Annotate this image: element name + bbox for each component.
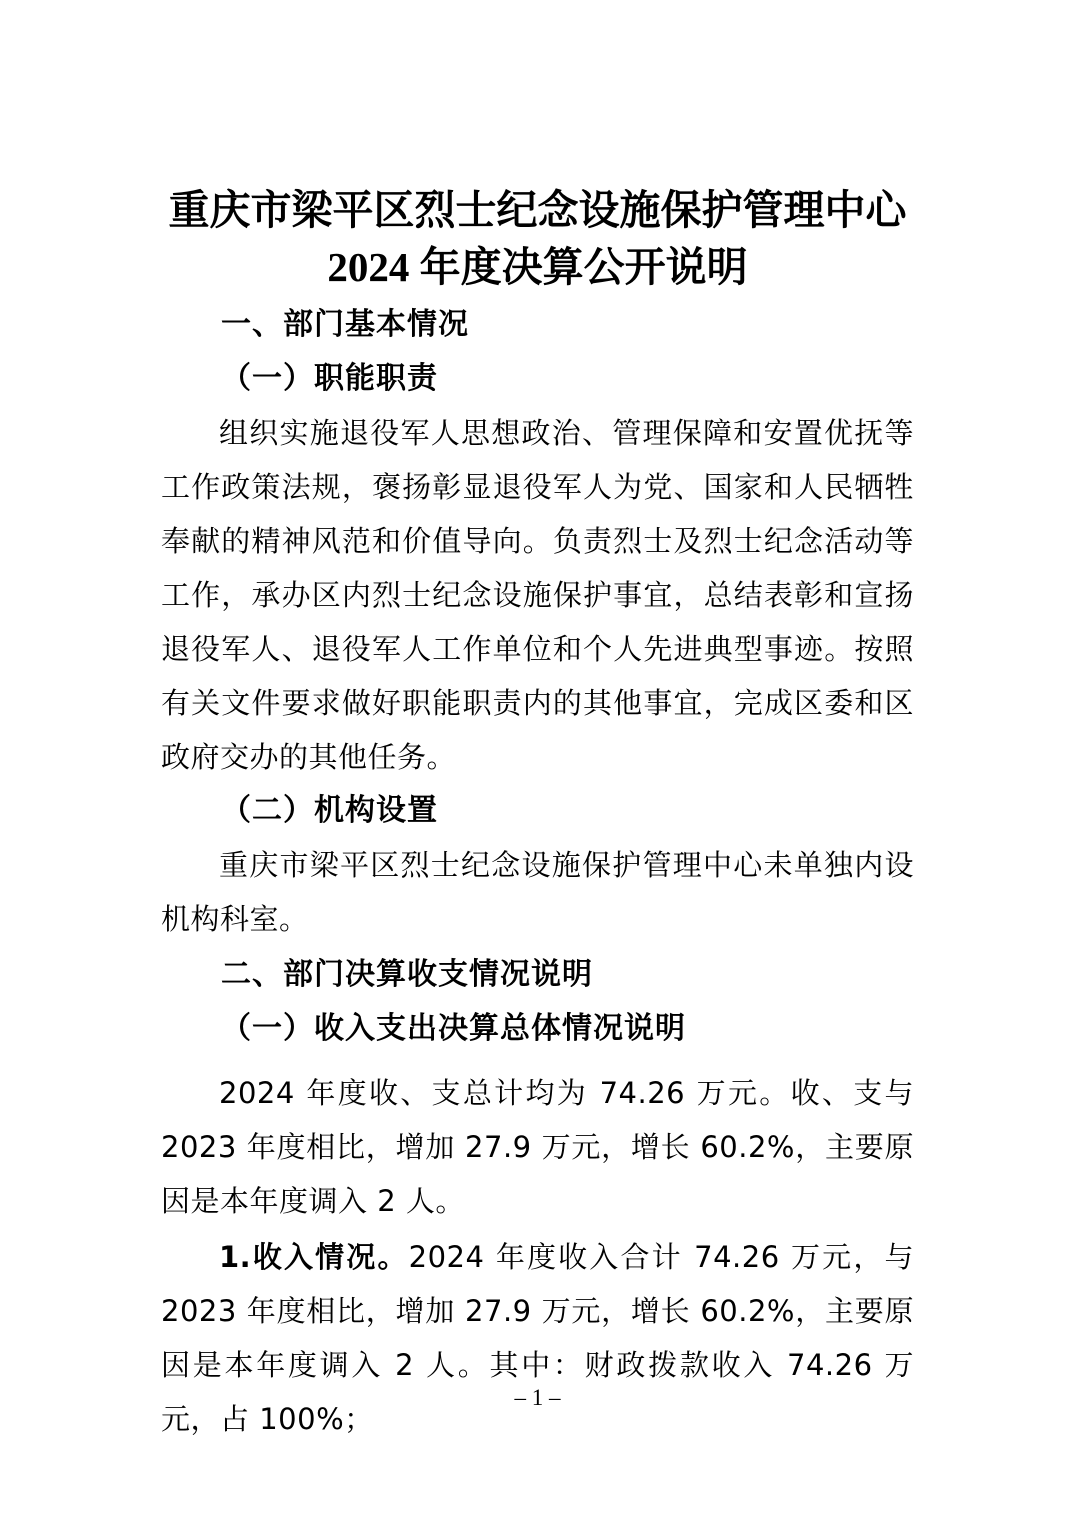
paragraph-total-income-expense: 2024 年度收、支总计均为 74.26 万元。收、支与 2023 年度相比，增加 27.9 万元，增长 60.2%，主要原因是本年度调入 2 人。 [161,1076,914,1218]
paragraph-organization: 重庆市梁平区烈士纪念设施保护管理中心未单独内设机构科室。 [161,848,914,936]
subsection-heading-organization: （二）机构设置 [221,794,438,827]
paragraph-income-rest: 2024 年度收入合计 74.26 万元，与 2023 年度相比，增加 27.9 万元，增长 60.2%，主要原因是本年度调入 2 人。其中：财政拨款收入 74.26 万元，占 100%； [161,1240,914,1436]
section-heading-budget-overview: 二、部门决算收支情况说明 [221,957,593,992]
paragraph-duties: 组织实施退役军人思想政治、管理保障和安置优抚等工作政策法规，褒扬彰显退役军人为党、国家和人民牺牲奉献的精神风范和价值导向。负责烈士及烈士纪念活动等工作，承办区内烈士纪念设施保护事宜，总结表彰和宣扬退役军人、退役军人工作单位和个人先进典型事迹。按照有关文件要求做好职能职责内的其他事宜，完成区委和区政府交办的其他任务。 [161,416,914,774]
document-title-line1: 重庆市梁平区烈士纪念设施保护管理中心 [168,187,907,233]
document-content [161,0,914,1446]
paragraph-income-details [161,1230,914,1446]
page-number: – 1 – [514,1385,561,1410]
subsection-heading-income-expense-overview: （一）收入支出决算总体情况说明 [221,1012,686,1045]
subsection-heading-duties: （一）职能职责 [221,362,438,395]
document-title-line2: 2024 年度决算公开说明 [327,244,748,290]
paragraph-income-lead: 1.收入情况。 [219,1240,409,1274]
section-heading-department-basics: 一、部门基本情况 [221,307,469,342]
document-title [161,182,914,296]
